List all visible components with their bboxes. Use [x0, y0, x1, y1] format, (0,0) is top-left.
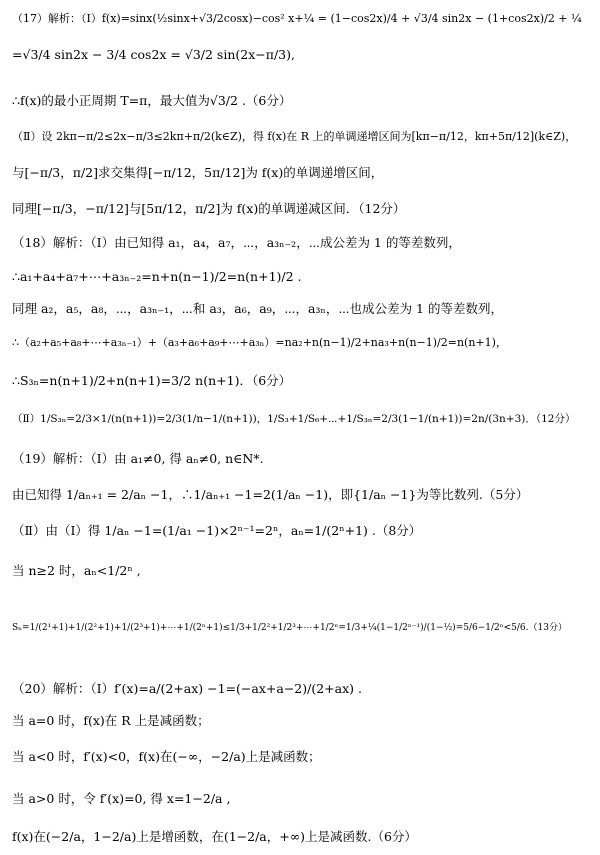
q17-line-2: =√3/4 sin2x − 3/4 cos2x = √3/2 sin(2x−π/3),	[12, 46, 295, 62]
q18-line-5: ∴S₃ₙ=n(n+1)/2+n(n+1)=3/2 n(n+1)．（6分）	[12, 373, 292, 388]
q18-line-6-row	[12, 408, 594, 428]
q17-line-1: （17）解析：（Ⅰ）f(x)=sinx(½sinx+√3/2cosx)−cos² x+¼ = (1−cos2x)/4 + √3/4 sin2x − (1+cos2x)/2 + ¼	[12, 12, 582, 25]
q18-line-2-row	[12, 266, 594, 286]
q18-line-3: 同理 a₂，a₅，a₈，⋯，a₃ₙ₋₁，⋯和 a₃，a₆，a₉，⋯，a₃ₙ，⋯也成公差为 1 的等差数列，	[12, 301, 503, 316]
q17-line-3-row	[12, 90, 594, 110]
q17-line-4: （Ⅱ）设 2kπ−π/2≤2x−π/3≤2kπ+π/2(k∈Z)，得 f(x)在 R 上的单调递增区间为[kπ−π/12，kπ+5π/12](k∈Z)，	[12, 130, 577, 143]
q19-line-4-row	[12, 560, 594, 580]
q19-line-3: （Ⅱ）由（Ⅰ）得 1/aₙ −1=(1/a₁ −1)×2ⁿ⁻¹=2ⁿ，aₙ=1/(2ⁿ+1) .（8分）	[12, 523, 422, 538]
q20-header-line	[12, 678, 594, 698]
q18-line-2: ∴a₁+a₄+a₇+⋯+a₃ₙ₋₂=n+n(n−1)/2=n(n+1)/2 .	[12, 268, 302, 284]
q18-line-1: （18）解析：（Ⅰ）由已知得 a₁，a₄，a₇，⋯，a₃ₙ₋₂，⋯成公差为 1 的等差数列，	[12, 235, 461, 250]
q19-line-1: （19）解析：（Ⅰ）由 a₁≠0, 得 aₙ≠0, n∈N*.	[12, 451, 264, 466]
q19-line-5: Sₙ=1/(2¹+1)+1/(2²+1)+1/(2³+1)+⋯+1/(2ⁿ+1)≤1/3+1/2²+1/2³+⋯+1/2ⁿ=1/3+¼(1−1/2ⁿ⁻¹)/(1−½)=5/6−1/2ⁿ<5/6.（13分）	[12, 622, 567, 633]
q17-line-6: 同理[−π/3，−π/12]与[5π/12，π/2]为 f(x)的单调递减区间．（12分）	[12, 201, 406, 216]
q19-line-2-row	[12, 484, 594, 504]
q18-line-4: ∴（a₂+a₅+a₈+⋯+a₃ₙ₋₁）+（a₃+a₆+a₉+⋯+a₃ₙ）=na₂+n(n−1)/2+na₃+n(n−1)/2=n(n+1)，	[12, 336, 507, 349]
q17-line-2-row	[12, 44, 594, 64]
q20-line-1: （20）解析：（Ⅰ）f′(x)=a/(2+ax) −1=(−ax+a−2)/(2+ax) .	[12, 681, 362, 696]
q20-line-5-row	[12, 826, 594, 846]
q17-line-4-row	[12, 126, 594, 146]
q19-line-5-row	[12, 616, 594, 636]
q20-line-4-row	[12, 788, 594, 808]
q17-line-5-row	[12, 162, 594, 182]
q17-line-5: 与[−π/3，π/2]求交集得[−π/12，5π/12]为 f(x)的单调递增区间，	[12, 165, 384, 180]
q17-line-6-row	[12, 198, 594, 218]
q19-line-2: 由已知得 1/aₙ₊₁ = 2/aₙ −1，∴1/aₙ₊₁ −1=2(1/aₙ −1)，即{1/aₙ −1}为等比数列.（5分）	[12, 487, 529, 502]
q20-line-2-row	[12, 710, 594, 730]
q19-line-3-row	[12, 520, 594, 540]
q19-line-4: 当 n≥2 时，aₙ<1/2ⁿ ,	[12, 563, 141, 578]
q19-header-line	[12, 448, 594, 468]
q18-line-5-row	[12, 370, 594, 390]
q18-line-4-row	[12, 332, 594, 352]
q20-line-3-row	[12, 746, 594, 766]
q18-line-6: （Ⅱ）1/S₃ₙ=2/3×1/(n(n+1))=2/3(1/n−1/(n+1))，1/S₃+1/S₆+⋯+1/S₃ₙ=2/3(1−1/(n+1))=2n/(3n+3)．（12分）	[12, 412, 576, 425]
q17-header-line	[12, 8, 594, 28]
q18-header-line	[12, 232, 594, 252]
q20-line-3: 当 a<0 时，f′(x)<0，f(x)在(−∞，−2/a)上是减函数；	[12, 749, 321, 764]
q20-line-5: f(x)在(−2/a，1−2/a)上是增函数，在(1−2/a，+∞)上是减函数.（6分）	[12, 829, 417, 844]
q18-line-3-row	[12, 298, 594, 318]
q20-line-2: 当 a=0 时，f(x)在 R 上是减函数；	[12, 713, 210, 728]
q17-line-3: ∴f(x)的最小正周期 T=π，最大值为√3/2 .（6分）	[12, 93, 292, 108]
q20-line-4: 当 a>0 时，令 f′(x)=0, 得 x=1−2/a ,	[12, 791, 231, 806]
